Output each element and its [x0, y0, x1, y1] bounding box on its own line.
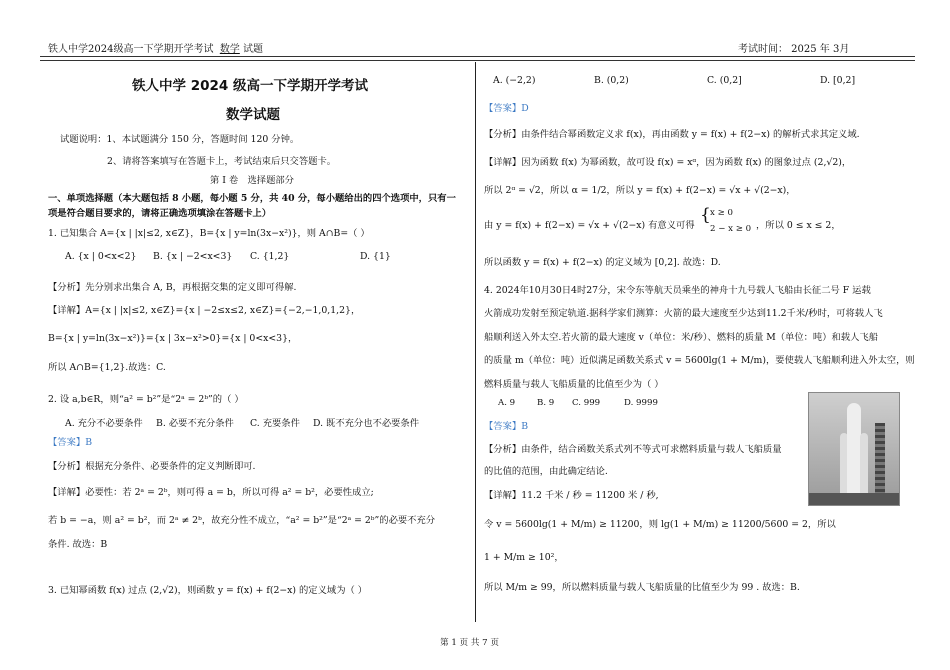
q3-detail3a: 由 y = f(x) + f(2−x) = √x + √(2−x) 有意义可得 — [484, 220, 695, 231]
rocket-launch-photo — [808, 392, 900, 506]
q2-detail3: 条件. 故选：B — [48, 539, 108, 550]
q1-option-c: C. {1,2} — [250, 251, 290, 262]
q3-analysis: 【分析】由条件结合幂函数定义求 f(x)，再由函数 y = f(x) + f(2−x) 的解析式求其定义域. — [484, 129, 860, 140]
q3-system-line1: x ≥ 0 — [710, 208, 733, 218]
q4-option-a: A. 9 — [498, 398, 516, 408]
q1-option-d: D. {1} — [360, 251, 391, 262]
q4-line3: 船顺利送入外太空.若火箭的最大速度 v（单位：米/秒）、燃料的质量 M（单位：吨）和载人飞船 — [484, 332, 878, 343]
header-subject: 数学 — [219, 44, 240, 55]
q4-option-d: D. 9999 — [624, 398, 658, 408]
q3-option-a: A. (−2,2) — [493, 75, 536, 86]
header-left: 铁人中学2024级高一下学期开学考试 数学 试题 — [48, 44, 263, 55]
section1-line1: 一、单项选择题（本大题包括 8 小题，每小题 5 分，共 40 分，每小题给出的四个选项中，只有一 — [48, 193, 456, 204]
q2-analysis: 【分析】根据充分条件、必要条件的定义判断即可. — [48, 461, 256, 472]
q3-option-d: D. [0,2] — [820, 75, 856, 86]
q1-option-a: A. {x | 0<x<2} — [65, 251, 137, 262]
q1-stem: 1. 已知集合 A={x | |x|≤2, x∈Z}，B={x | y=ln(3x−x²)}，则 A∩B=（ ） — [48, 228, 370, 239]
instructions-line2: 2、请将答案填写在答题卡上，考试结束后只交答题卡。 — [107, 156, 337, 167]
column-divider — [475, 62, 476, 622]
q4-detail4: 所以 M/m ≥ 99，所以燃料质量与载人飞船质量的比值至少为 99 . 故选：B. — [484, 582, 800, 593]
q3-option-c: C. (0,2] — [707, 75, 742, 86]
header-rule-2 — [40, 60, 915, 61]
section1-line2: 项是符合题目要求的，请将正确选项填涂在答题卡上） — [48, 208, 272, 219]
q4-analysis2: 的比值的范围，由此确定结论. — [484, 466, 608, 477]
q4-detail3: 1 + M/m ≥ 10²， — [484, 552, 564, 563]
q3-system-line2: 2 − x ≥ 0 — [710, 224, 752, 234]
page-title: 铁人中学 2024 级高一下学期开学考试 — [132, 78, 368, 94]
q4-detail2: 令 v = 5600lg(1 + M/m) ≥ 11200，则 lg(1 + M/m) ≥ 11200/5600 = 2，所以 — [484, 519, 836, 530]
instructions-line1: 试题说明：1、本试题满分 150 分，答题时间 120 分钟。 — [60, 134, 300, 145]
page-footer: 第 1 页 共 7 页 — [440, 638, 499, 648]
header-right: 考试时间： 2025 年 3月 — [738, 44, 850, 55]
q4-option-b: B. 9 — [537, 398, 555, 408]
q4-line5: 燃料质量与载人飞船质量的比值至少为（ ） — [484, 379, 664, 390]
q4-line2: 火箭成功发射至预定轨道.据科学家们测算：火箭的最大速度至少达到11.2千米/秒时，可将载人飞 — [484, 308, 883, 319]
page-subtitle: 数学试题 — [226, 107, 280, 123]
q2-answer: 【答案】B — [48, 437, 93, 448]
q1-analysis: 【分析】先分别求出集合 A, B，再根据交集的定义即可得解. — [48, 282, 297, 293]
q4-line4: 的质量 m（单位：吨）近似满足函数关系式 v = 5600lg(1 + M/m)，要使载人飞船顺利进入外太空，则 — [484, 355, 915, 366]
q1-detail2: B={x | y=ln(3x−x²)}={x | 3x−x²>0}={x | 0<x<3}， — [48, 333, 298, 344]
q3-detail3b: ，所以 0 ≤ x ≤ 2， — [756, 220, 841, 231]
q2-option-a: A. 充分不必要条件 — [65, 418, 143, 429]
q3-answer: 【答案】D — [484, 103, 529, 114]
q2-option-b: B. 必要不充分条件 — [156, 418, 234, 429]
q3-system-brace: { — [700, 205, 711, 225]
q4-answer: 【答案】B — [484, 421, 529, 432]
q4-analysis1: 【分析】由条件，结合函数关系式列不等式可求燃料质量与载人飞船质量 — [484, 444, 782, 455]
q3-stem: 3. 已知幂函数 f(x) 过点 (2,√2)，则函数 y = f(x) + f(2−x) 的定义域为（ ） — [48, 585, 368, 596]
header-rule — [40, 56, 915, 57]
q2-detail1: 【详解】必要性：若 2ᵃ = 2ᵇ，则可得 a = b，所以可得 a² = b²，必要性成立; — [48, 487, 374, 498]
q2-stem: 2. 设 a,b∈R，则“a² = b²”是“2ᵃ = 2ᵇ”的（ ） — [48, 394, 244, 405]
volume-heading: 第 Ⅰ 卷 选择题部分 — [210, 175, 294, 186]
q2-option-d: D. 既不充分也不必要条件 — [313, 418, 420, 429]
q3-detail1: 【详解】因为函数 f(x) 为幂函数，故可设 f(x) = xᵅ，因为函数 f(x) 的图象过点 (2,√2)， — [484, 157, 852, 168]
q2-detail2: 若 b = −a，则 a² = b²，而 2ᵃ ≠ 2ᵇ，故充分性不成立，“a² = b²”是“2ᵃ = 2ᵇ”的必要不充分 — [48, 515, 436, 526]
q4-detail1: 【详解】11.2 千米 / 秒 = 11200 米 / 秒, — [484, 490, 659, 501]
q1-option-b: B. {x | −2<x<3} — [153, 251, 233, 262]
q2-option-c: C. 充要条件 — [250, 418, 300, 429]
q1-detail3: 所以 A∩B={1,2}.故选：C. — [48, 362, 166, 373]
q3-option-b: B. (0,2) — [594, 75, 629, 86]
q4-line1: 4. 2024年10月30日4时27分，宋令东等航天员乘坐的神舟十九号载人飞船由长征二号 F 运载 — [484, 285, 871, 296]
q3-detail2: 所以 2ᵅ = √2，所以 α = 1/2，所以 y = f(x) + f(2−x) = √x + √(2−x)， — [484, 185, 796, 196]
q1-detail1: 【详解】A={x | |x|≤2, x∈Z}={x | −2≤x≤2, x∈Z}={−2,−1,0,1,2}， — [48, 305, 361, 316]
q3-detail4: 所以函数 y = f(x) + f(2−x) 的定义域为 [0,2]. 故选：D. — [484, 257, 721, 268]
q4-option-c: C. 999 — [572, 398, 601, 408]
